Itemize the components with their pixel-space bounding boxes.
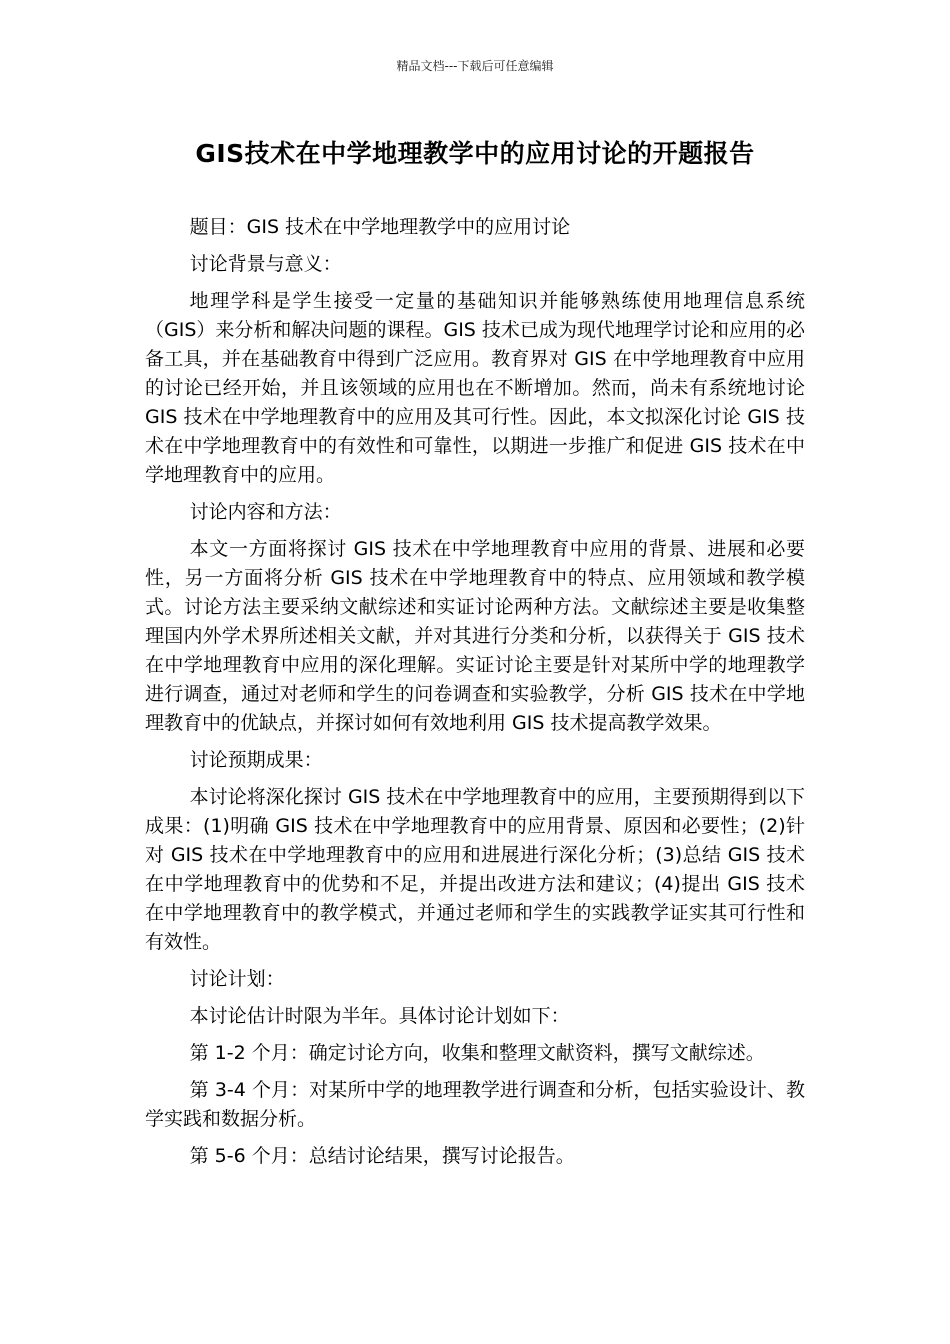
section-heading-content-method: 讨论内容和方法： <box>189 501 342 523</box>
section-heading-expected-results: 讨论预期成果： <box>189 749 323 771</box>
paragraph-plan-intro: 本讨论估计时限为半年。具体讨论计划如下： <box>189 1005 570 1027</box>
section-heading-background: 讨论背景与意义： <box>189 253 342 275</box>
plan-item-months-1-2: 第 1-2 个月：确定讨论方向，收集和整理文献资料，撰写文献综述。 <box>189 1042 765 1064</box>
paragraph-background: 地理学科是学生接受一定量的基础知识并能够熟练使用地理信息系统（GIS）来分析和解决问题的课程。GIS 技术已成为现代地理学讨论和应用的必备工具，并在基础教育中得到广泛应用。教育界对 GIS 在中学地理教育中应用的讨论已经开始，并且该领域的应用也在不断增加。然而，尚未有系统地讨论 GIS 技术在中学地理教育中的应用及其可行性。因此，本文拟深化讨论 GIS 技术在中学地理教育中的有效性和可靠性，以期进一步推广和促进 GIS 技术在中学地理教育中的应用。 <box>145 290 805 486</box>
plan-item-months-3-4: 第 3-4 个月：对某所中学的地理教学进行调查和分析，包括实验设计、教学实践和数据分析。 <box>145 1079 805 1130</box>
page-header-note: 精品文档---下载后可任意编辑 <box>396 59 554 73</box>
section-heading-plan: 讨论计划： <box>189 968 285 990</box>
paragraph-expected-results: 本讨论将深化探讨 GIS 技术在中学地理教育中的应用，主要预期得到以下成果：(1)明确 GIS 技术在中学地理教育中的应用背景、原因和必要性；(2)针对 GIS 技术在中学地理教育中的应用和进展进行深化分析；(3)总结 GIS 技术在中学地理教育中的优势和不足，并提出改进方法和建议；(4)提出 GIS 技术在中学地理教育中的教学模式，并通过老师和学生的实践教学证实其可行性和有效性。 <box>145 786 805 953</box>
document-title: GIS技术在中学地理教学中的应用讨论的开题报告 <box>195 139 755 168</box>
paragraph-topic: 题目：GIS 技术在中学地理教学中的应用讨论 <box>189 216 571 238</box>
plan-item-months-5-6: 第 5-6 个月：总结讨论结果，撰写讨论报告。 <box>189 1145 575 1167</box>
document-body <box>145 213 805 1179</box>
paragraph-content-method: 本文一方面将探讨 GIS 技术在中学地理教育中应用的背景、进展和必要性，另一方面将分析 GIS 技术在中学地理教育中的特点、应用领域和教学模式。讨论方法主要采纳文献综述和实证讨论两种方法。文献综述主要是收集整理国内外学术界所述相关文献，并对其进行分类和分析，以获得关于 GIS 技术在中学地理教育中应用的深化理解。实证讨论主要是针对某所中学的地理教学进行调查，通过对老师和学生的问卷调查和实验教学，分析 GIS 技术在中学地理教育中的优缺点，并探讨如何有效地利用 GIS 技术提高教学效果。 <box>145 538 805 734</box>
